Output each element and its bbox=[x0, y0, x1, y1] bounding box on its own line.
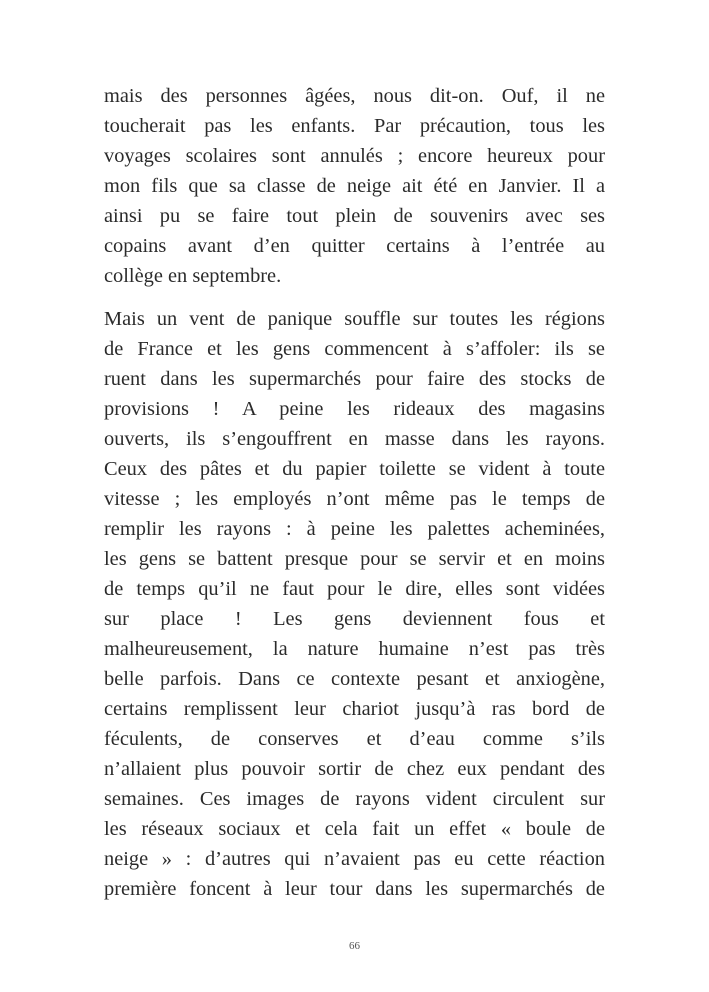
text-line: collège en septembre. bbox=[104, 265, 282, 287]
page-number: 66 bbox=[349, 940, 360, 952]
text-line: n’allaient plus pouvoir sortir de chez eux pendant des bbox=[104, 758, 605, 780]
text-line: voyages scolaires sont annulés ; encore heureux pour bbox=[104, 145, 605, 167]
text-line: vitesse ; les employés n’ont même pas le temps de bbox=[104, 488, 605, 510]
text-line: de France et les gens commencent à s’affoler: ils se bbox=[104, 338, 605, 360]
text-line: certains remplissent leur chariot jusqu’à ras bord de bbox=[104, 698, 605, 720]
text-line: ainsi pu se faire tout plein de souvenirs avec ses bbox=[104, 205, 605, 227]
paragraph-2 bbox=[104, 304, 605, 904]
text-line: de temps qu’il ne faut pour le dire, elles sont vidées bbox=[104, 578, 605, 600]
text-line: Ceux des pâtes et du papier toilette se vident à toute bbox=[104, 458, 605, 480]
text-line: semaines. Ces images de rayons vident circulent sur bbox=[104, 788, 605, 810]
text-line: les réseaux sociaux et cela fait un effet « boule de bbox=[104, 818, 605, 840]
text-line: copains avant d’en quitter certains à l’entrée au bbox=[104, 235, 605, 257]
text-line: toucherait pas les enfants. Par précaution, tous les bbox=[104, 115, 605, 137]
text-line: belle parfois. Dans ce contexte pesant et anxiogène, bbox=[104, 668, 605, 690]
text-line: Mais un vent de panique souffle sur toutes les régions bbox=[104, 308, 605, 330]
text-line: remplir les rayons : à peine les palettes acheminées, bbox=[104, 518, 605, 540]
text-line: mon fils que sa classe de neige ait été en Janvier. Il a bbox=[104, 175, 605, 197]
text-line: première foncent à leur tour dans les supermarchés de bbox=[104, 878, 605, 900]
text-line: provisions ! A peine les rideaux des magasins bbox=[104, 398, 605, 420]
body-text bbox=[104, 81, 605, 904]
paragraph-spacer bbox=[104, 291, 605, 304]
text-line: ruent dans les supermarchés pour faire des stocks de bbox=[104, 368, 605, 390]
text-line: sur place ! Les gens deviennent fous et bbox=[104, 608, 605, 630]
text-line: malheureusement, la nature humaine n’est pas très bbox=[104, 638, 605, 660]
text-line: mais des personnes âgées, nous dit-on. Ouf, il ne bbox=[104, 85, 605, 107]
text-line: féculents, de conserves et d’eau comme s’ils bbox=[104, 728, 605, 750]
text-line: ouverts, ils s’engouffrent en masse dans les rayons. bbox=[104, 428, 605, 450]
text-line: les gens se battent presque pour se servir et en moins bbox=[104, 548, 605, 570]
text-line: neige » : d’autres qui n’avaient pas eu cette réaction bbox=[104, 848, 605, 870]
paragraph-1 bbox=[104, 81, 605, 291]
